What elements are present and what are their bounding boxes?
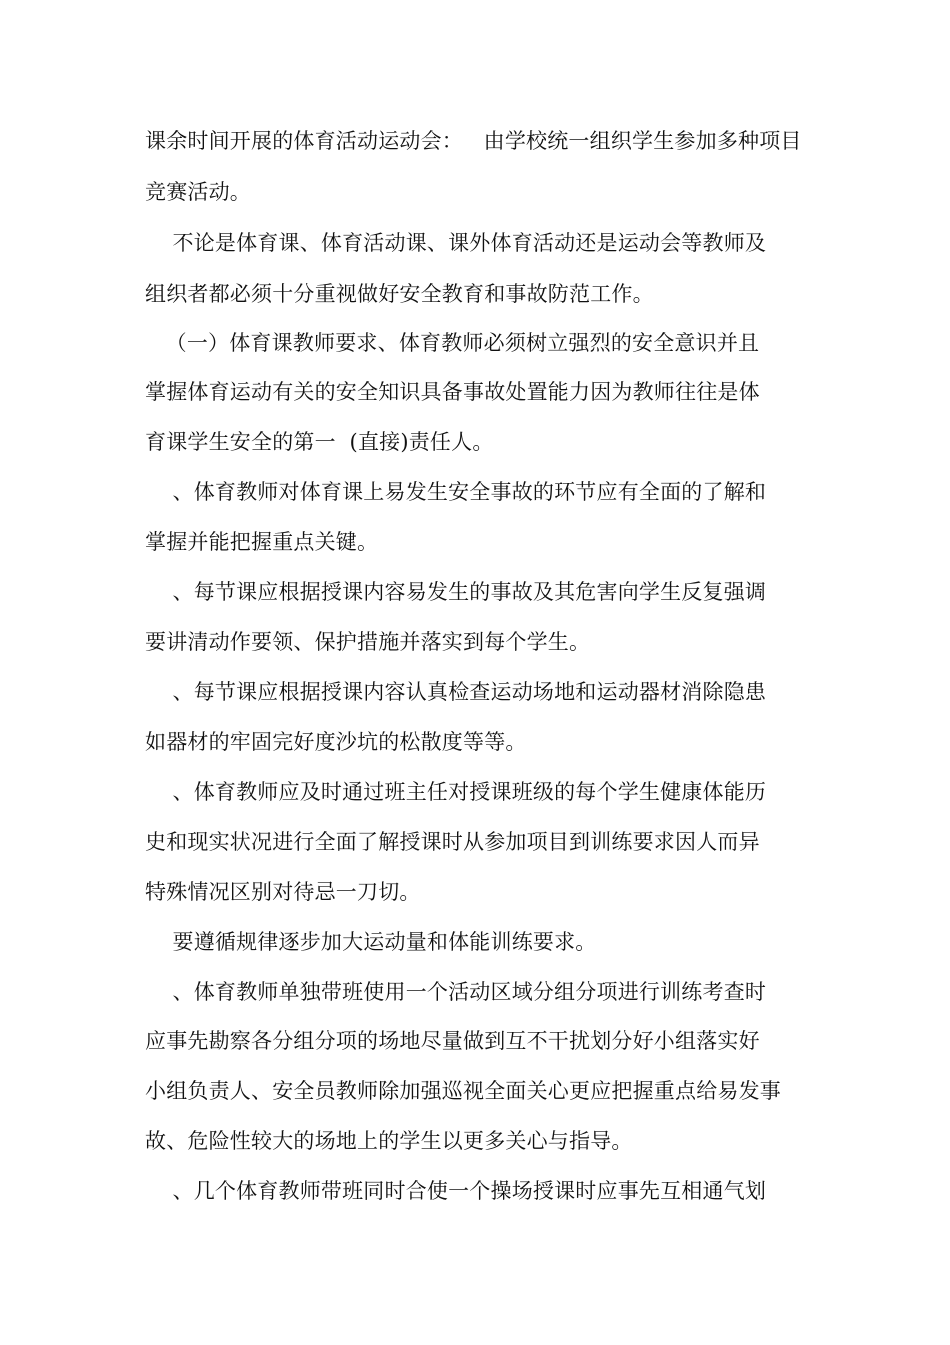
text-line-4: 组织者都必须十分重视做好安全教育和事故防范工作。 [145,282,654,306]
text-line-12: 、每节课应根据授课内容认真检查运动场地和运动器材消除隐患 [145,680,767,704]
text-line-20: 小组负责人、安全员教师除加强巡视全面关心更应把握重点给易发事 [145,1079,781,1103]
text-line-1: 课余时间开展的体育活动运动会： 由学校统一组织学生参加多种项目 [145,129,802,153]
text-line-6: 掌握体育运动有关的安全知识具备事故处置能力因为教师往往是体 [145,380,760,404]
text-line-5: （一）体育课教师要求、体育教师必须树立强烈的安全意识并且 [145,331,760,355]
text-line-2: 竞赛活动。 [145,180,251,204]
text-line-14: 、体育教师应及时通过班主任对授课班级的每个学生健康体能历 [145,780,767,804]
text-line-9: 掌握并能把握重点关键。 [145,530,379,554]
text-line-17: 要遵循规律逐步加大运动量和体能训练要求。 [145,930,597,954]
text-line-18: 、体育教师单独带班使用一个活动区域分组分项进行训练考查时 [145,980,767,1004]
text-line-11: 要讲清动作要领、保护措施并落实到每个学生。 [145,630,591,654]
text-line-8: 、体育教师对体育课上易发生安全事故的环节应有全面的了解和 [145,480,767,504]
text-line-16: 特殊情况区别对待忌一刀切。 [145,880,421,904]
text-line-21: 故、危险性较大的场地上的学生以更多关心与指导。 [145,1129,633,1153]
text-line-7: 育课学生安全的第一 (直接)责任人。 [145,430,494,454]
text-line-3: 不论是体育课、体育活动课、课外体育活动还是运动会等教师及 [145,231,767,255]
text-line-13: 如器材的牢固完好度沙坑的松散度等等。 [145,730,527,754]
text-line-19: 应事先勘察各分组分项的场地尽量做到互不干扰划分好小组落实好 [145,1029,760,1053]
text-line-22: 、几个体育教师带班同时合使一个操场授课时应事先互相通气划 [145,1179,767,1203]
text-line-15: 史和现实状况进行全面了解授课时从参加项目到训练要求因人而异 [145,830,760,854]
text-line-10: 、每节课应根据授课内容易发生的事故及其危害向学生反复强调 [145,580,767,604]
